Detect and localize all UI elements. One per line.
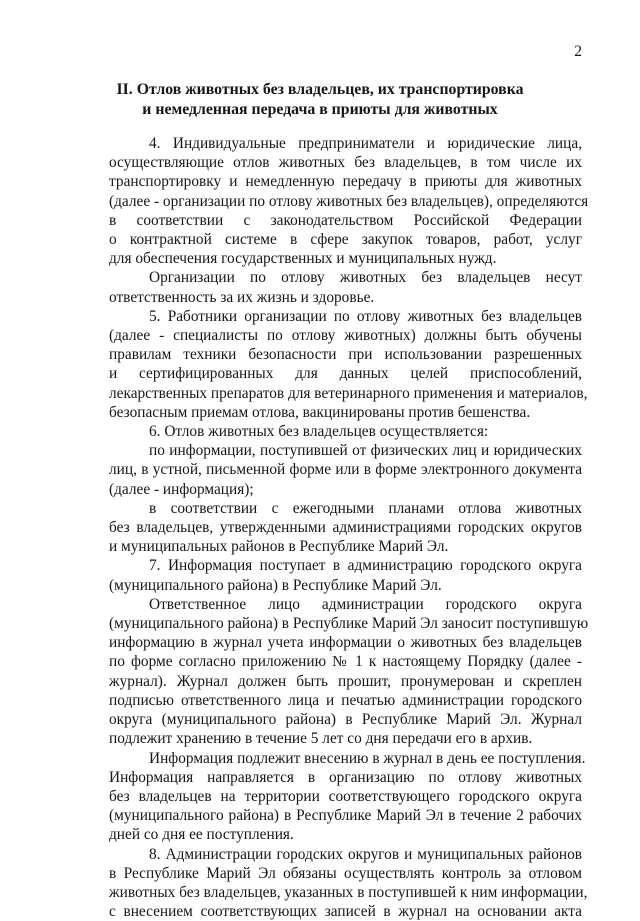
paragraph [109, 749, 586, 845]
paragraph-line: осуществляющие отлов животных без владельцев, в том числе их [109, 154, 582, 172]
paragraph-line: (муниципального района) в Республике Марий Эл. [109, 576, 442, 594]
paragraph-line: (далее - информация); [109, 480, 254, 498]
paragraph-line: журнал). Журнал должен быть прошит, пронумерован и скреплен [109, 672, 582, 690]
paragraph-line: дней со дня ее поступления. [109, 826, 294, 844]
paragraph-line: Организации по отлову животных без владельцев несут [149, 269, 582, 287]
paragraph [109, 499, 582, 557]
paragraph-line: информацию в журнал учета информации о животных без владельцев [109, 634, 582, 652]
paragraph [109, 556, 582, 594]
paragraph-line: транспортировку и немедленную передачу в приюты для животных [109, 173, 582, 191]
paragraph-line: (далее - специалисты по отлову животных) должны быть обучены [109, 327, 582, 345]
page-number: 2 [574, 43, 582, 60]
paragraph [109, 422, 582, 441]
paragraph [109, 441, 582, 499]
paragraph-line: безопасным приемам отлова, вакцинированы против бешенства. [109, 403, 531, 421]
paragraph-line: и муниципальных районов в Республике Марий Эл. [109, 538, 449, 556]
paragraph-line: о контрактной системе в сфере закупок товаров, работ, услуг [109, 231, 582, 249]
section-heading-line: II. Отлов животных без владельцев, их транспортировка [116, 81, 524, 98]
paragraph-line: в соответствии с законодательством Российской Федерации [109, 211, 582, 229]
paragraph [109, 307, 588, 422]
paragraph-line: (далее - организации по отлову животных без владельцев), определяются [109, 192, 589, 210]
paragraph-line: лекарственных препаратов для ветеринарного применения и материалов, [109, 384, 588, 402]
paragraph [109, 845, 588, 921]
section-heading-line: и немедленная передача в приюты для животных [142, 100, 498, 118]
paragraph-line: для обеспечения государственных и муниципальных нужд. [109, 250, 497, 268]
paragraph-line: в соответствии с ежегодными планами отлова животных [149, 499, 582, 517]
paragraph-line: лиц, в устной, письменной форме или в форме электронного документа [109, 461, 582, 479]
document-body [109, 134, 589, 921]
paragraph-line: подписью ответственного лица и печатью администрации городского [109, 691, 582, 709]
section-heading [0, 80, 640, 119]
paragraph [109, 134, 589, 268]
paragraph-line: ответственность за их жизнь и здоровье. [109, 288, 375, 306]
paragraph-line: 7. Информация поступает в администрацию городского округа [149, 557, 582, 575]
paragraph [109, 268, 582, 306]
paragraph-line: округа (муниципального района) в Республике Марий Эл. Журнал [109, 711, 582, 729]
paragraph-line: Информация направляется в организацию по отлову животных [109, 768, 582, 786]
paragraph-line: и сертифицированных для данных целей приспособлений, [109, 365, 582, 383]
paragraph-line: 6. Отлов животных без владельцев осуществляется: [149, 423, 489, 441]
paragraph-line: без владельцев на территории соответствующего городского округа [109, 787, 582, 805]
paragraph-line: подлежит хранению в течение 5 лет со дня передачи его в архив. [109, 730, 533, 748]
paragraph-line: с внесением соответствующих записей в журнал на основании акта [109, 903, 582, 921]
paragraph-line: правилам техники безопасности при использовании разрешенных [109, 346, 582, 364]
paragraph-line: по информации, поступившей от физических лиц и юридических [149, 442, 582, 460]
paragraph-line: животных без владельцев, указанных в поступившей к ним информации, [109, 883, 588, 901]
paragraph-line: 4. Индивидуальные предприниматели и юридические лица, [149, 135, 582, 152]
paragraph-line: без владельцев, утвержденными администрациями городских округов [109, 519, 582, 537]
paragraph-line: (муниципального района) в Республике Марий Эл в течение 2 рабочих [109, 807, 582, 825]
paragraph-line: (муниципального района) в Республике Марий Эл заносит поступившую [109, 615, 589, 633]
paragraph-line: в Республике Марий Эл обязаны осуществлять контроль за отловом [109, 864, 582, 882]
paragraph-line: по форме согласно приложению № 1 к настоящему Порядку (далее - [109, 653, 582, 671]
paragraph-line: 5. Работники организации по отлову животных без владельцев [149, 307, 582, 325]
paragraph-line: 8. Администрации городских округов и муниципальных районов [149, 845, 582, 863]
paragraph-line: Информация подлежит внесению в журнал в день ее поступления. [149, 749, 586, 767]
paragraph [109, 595, 589, 749]
paragraph-line: Ответственное лицо администрации городского округа [149, 595, 582, 613]
